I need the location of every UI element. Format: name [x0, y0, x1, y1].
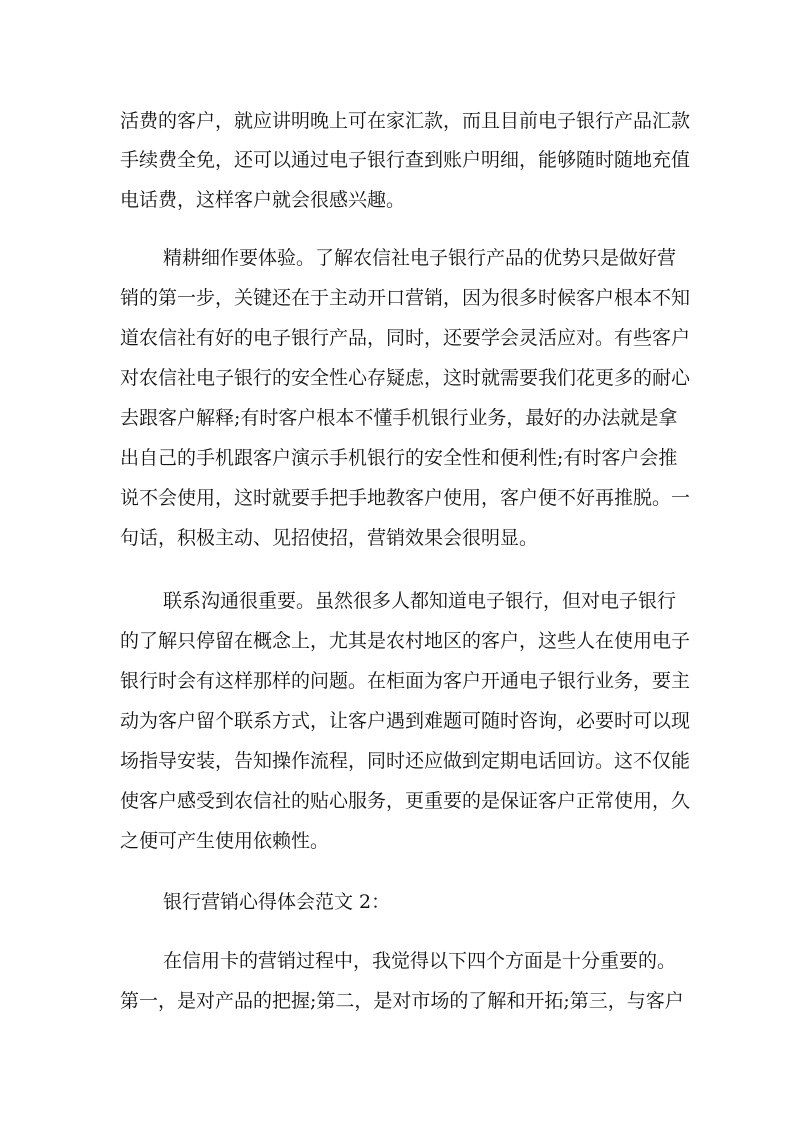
- text-line: 银行时会有这样那样的问题。在柜面为客户开通电子银行业务，要主: [120, 670, 690, 692]
- text-line: 精耕细作要体验。了解农信社电子银行产品的优势只是做好营: [163, 247, 677, 269]
- text-line: 去跟客户解释;有时客户根本不懂手机银行业务，最好的办法就是拿: [120, 407, 678, 429]
- text-line: 手续费全免，还可以通过电子银行查到账户明细，能够随时随地充值: [120, 149, 690, 171]
- text-line: 的了解只停留在概念上，尤其是农村地区的客户，这些人在使用电子: [120, 630, 690, 652]
- text-line: 道农信社有好的电子银行产品，同时，还要学会灵活应对。有些客户: [120, 327, 690, 349]
- text-line: 句话，积极主动、见招使招，营销效果会很明显。: [120, 527, 539, 549]
- text-line: 说不会使用，这时就要手把手地教客户使用，客户便不好再推脱。一: [120, 487, 690, 509]
- text-line: 在信用卡的营销过程中，我觉得以下四个方面是十分重要的。: [163, 950, 677, 972]
- text-line: 第一，是对产品的把握;第二，是对市场的了解和开拓;第三，与客户: [120, 990, 684, 1012]
- text-line: 动为客户留个联系方式，让客户遇到难题可随时咨询，必要时可以现: [120, 710, 690, 732]
- section-heading: 银行营销心得体会范文 2：: [163, 891, 391, 913]
- text-line: 销的第一步，关键还在于主动开口营销，因为很多时候客户根本不知: [120, 287, 690, 309]
- text-line: 之便可产生使用依赖性。: [120, 830, 330, 852]
- text-line: 活费的客户，就应讲明晚上可在家汇款，而且目前电子银行产品汇款: [120, 110, 690, 132]
- text-line: 联系沟通很重要。虽然很多人都知道电子银行，但对电子银行: [163, 590, 677, 612]
- text-line: 电话费，这样客户就会很感兴趣。: [120, 189, 406, 211]
- text-line: 对农信社电子银行的安全性心存疑虑，这时就需要我们花更多的耐心: [120, 367, 690, 389]
- text-line: 使客户感受到农信社的贴心服务，更重要的是保证客户正常使用，久: [120, 790, 690, 812]
- text-line: 场指导安装，告知操作流程，同时还应做到定期电话回访。这不仅能: [120, 750, 690, 772]
- text-line: 出自己的手机跟客户演示手机银行的安全性和便利性;有时客户会推: [120, 447, 678, 469]
